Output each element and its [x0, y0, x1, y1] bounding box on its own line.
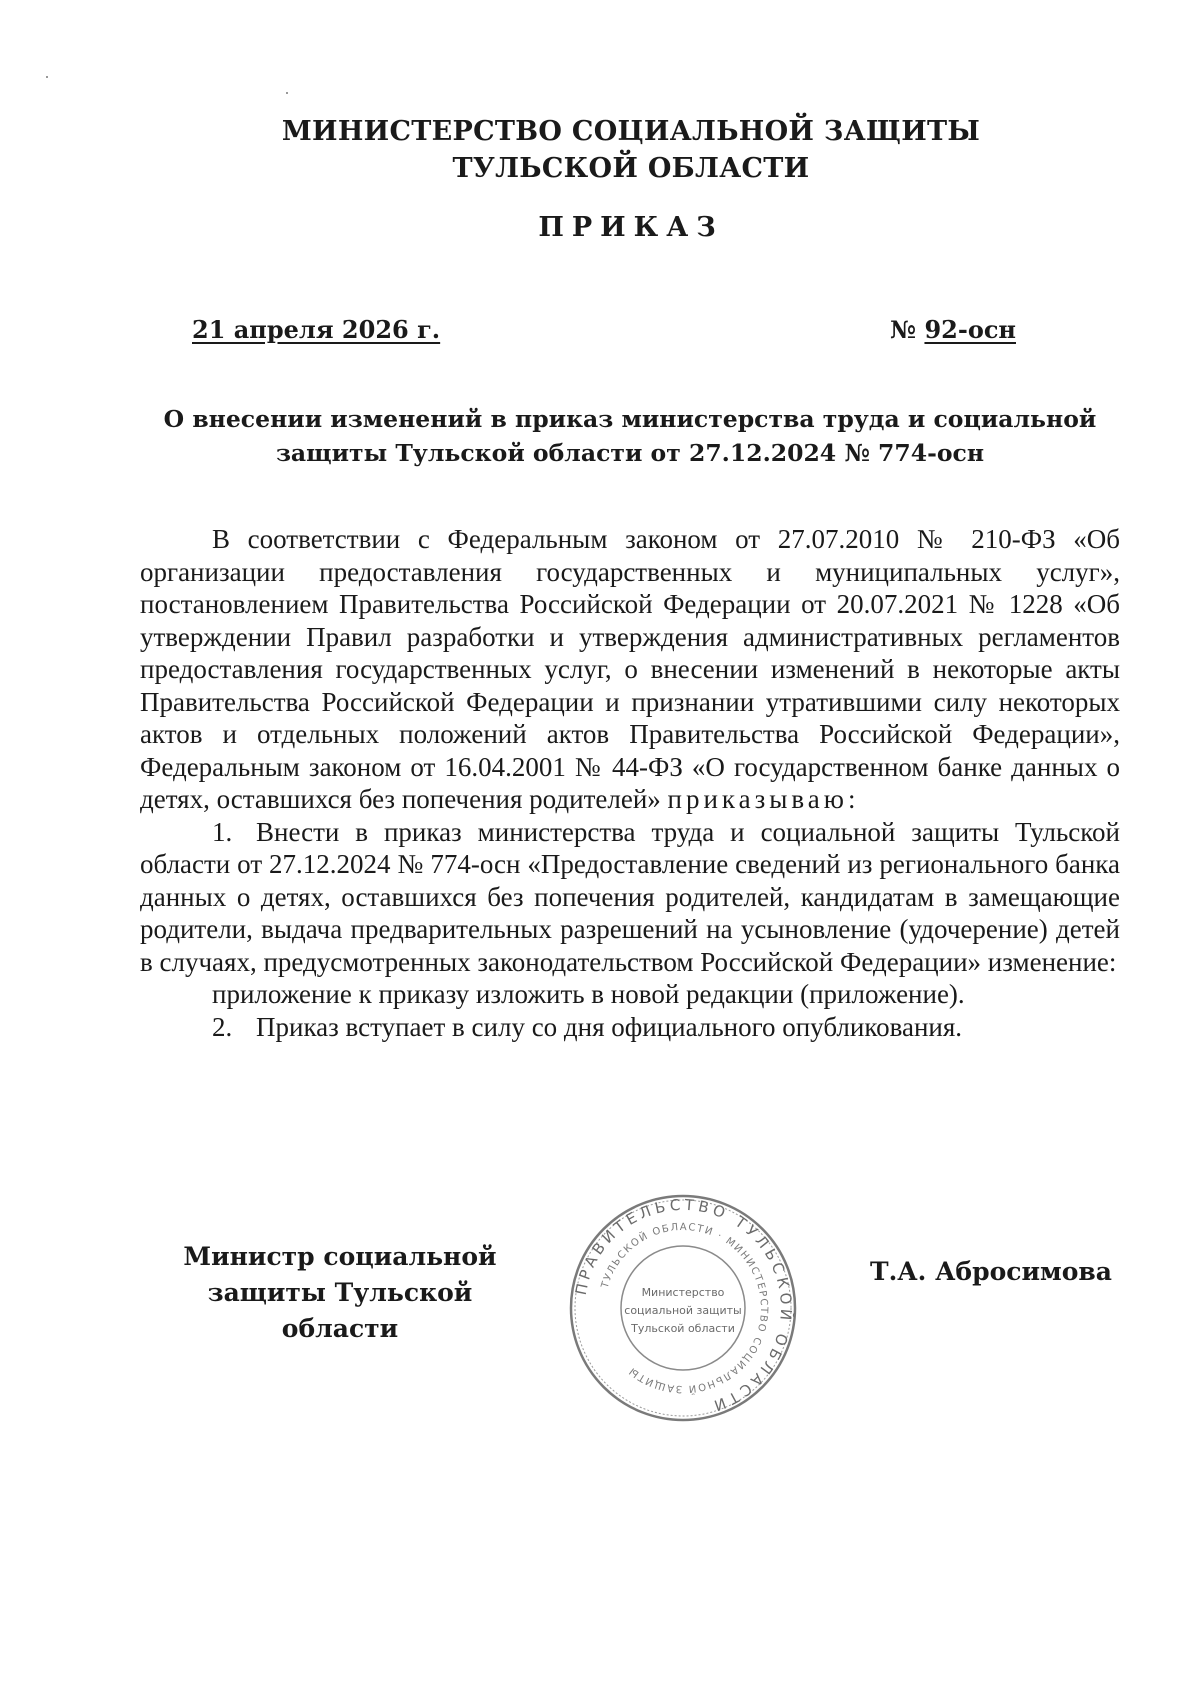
- seal-center-line-3: Тульской области: [631, 1322, 735, 1335]
- seal-center-line-2: социальной защиты: [624, 1304, 742, 1317]
- organization-line-2: ТУЛЬСКОЙ ОБЛАСТИ: [452, 153, 810, 184]
- document-type: ПРИКАЗ: [538, 212, 724, 243]
- preamble-text: В соответствии с Федеральным законом от 27.07.2010 № 210-ФЗ «Об организации предоставления государственных и муниципальных услуг», постановлением Правительства Российской Федерации от 20.07.2021 № 1228 «Об утверждении Правил разработки и утверждения административных регламентов предоставления государственных услуг, о внесении изменений в некоторые акты Правительства Российской Федерации и признании утратившими силу некоторых актов и отдельных положений актов Правительства Российской Федерации», Федеральным законом от 16.04.2001 № 44-ФЗ «О государственном банке данных о детях, оставшихся без попечения родителей»: [140, 524, 1120, 814]
- document-number: [890, 315, 1016, 344]
- number-value: 92-осн: [924, 315, 1016, 344]
- signatory-name: Т.А. Абросимова: [870, 1257, 1112, 1286]
- document-body: [140, 523, 1120, 1043]
- official-seal: [567, 1192, 799, 1424]
- order-item-1: [140, 816, 1120, 979]
- seal-graphic: [567, 1192, 799, 1424]
- document-date: 21 апреля 2026 г.: [192, 315, 441, 344]
- scan-speck: [46, 76, 48, 78]
- item-2-text: Приказ вступает в силу со дня официального опубликования.: [256, 1011, 963, 1042]
- organization-header: [0, 113, 1200, 187]
- order-item-2: [140, 1011, 1120, 1044]
- number-prefix: №: [890, 315, 917, 344]
- order-word: приказываю:: [667, 784, 860, 814]
- scan-speck: [286, 92, 288, 94]
- document-subject: О внесении изменений в приказ министерства труда и социальной защиты Тульской области от 27.12.2024 № 774-осн: [163, 405, 1097, 467]
- seal-outer-text: ПРАВИТЕЛЬСТВО ТУЛЬСКОЙ ОБЛАСТИ: [571, 1195, 796, 1416]
- item-1-text: Внести в приказ министерства труда и социальной защиты Тульской области от 27.12.2024 № 774-осн «Предоставление сведений из регионального банка данных о детях, оставшихся без попечения родителей, кандидатам в замещающие родители, выдача предварительных разрешений на усыновление (удочерение) детей в случаях, предусмотренных законодательством Российской Федерации» изменение:: [140, 816, 1120, 977]
- item-1-number: 1.: [212, 816, 233, 847]
- position-line-2: защиты Тульской области: [207, 1278, 473, 1343]
- seal-middle-text: ТУЛЬСКОЙ ОБЛАСТИ · МИНИСТЕРСТВО СОЦИАЛЬНОЙ ЗАЩИТЫ: [599, 1221, 770, 1395]
- seal-center-line-1: Министерство: [641, 1286, 725, 1299]
- position-line-1: Министр социальной: [183, 1242, 497, 1271]
- signatory-position: [150, 1239, 530, 1347]
- order-subitem: приложение к приказу изложить в новой редакции (приложение).: [212, 979, 965, 1009]
- preamble-paragraph: [140, 523, 1120, 816]
- item-2-number: 2.: [212, 1011, 233, 1042]
- organization-line-1: МИНИСТЕРСТВО СОЦИАЛЬНОЙ ЗАЩИТЫ: [281, 116, 981, 147]
